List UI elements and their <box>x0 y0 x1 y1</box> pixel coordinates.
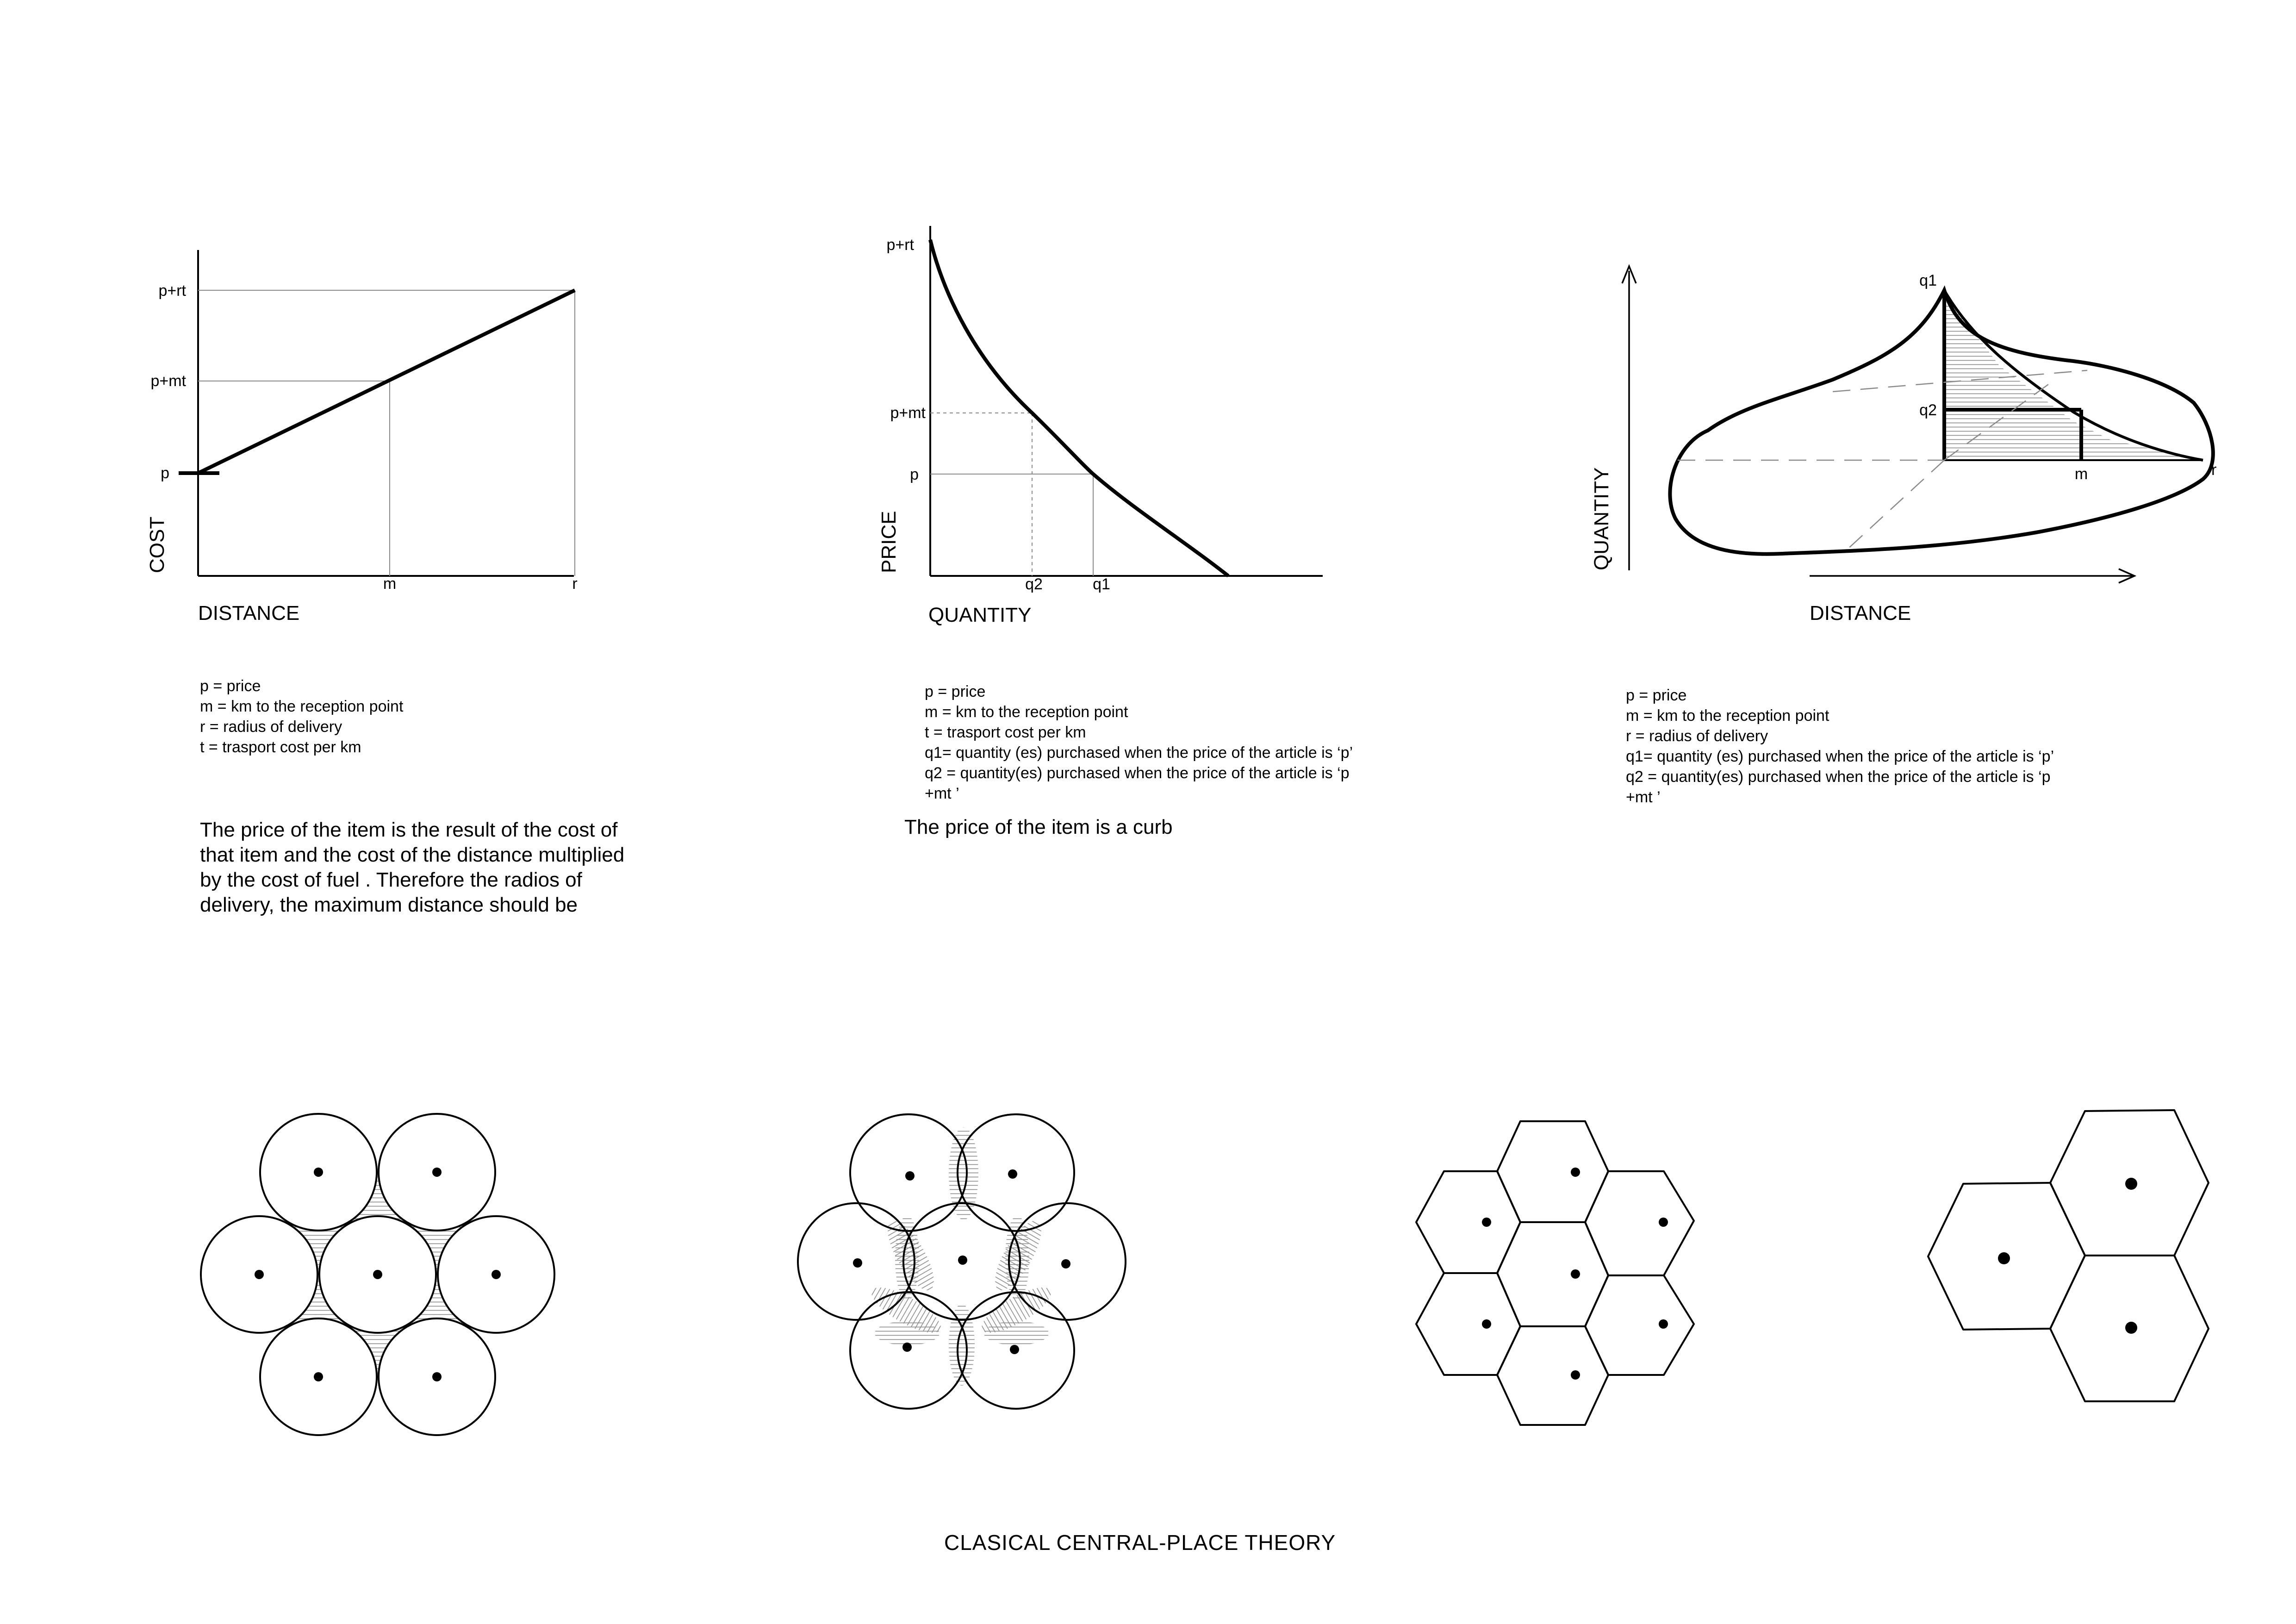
center-dot <box>1571 1168 1580 1177</box>
center-dot <box>2125 1178 2137 1190</box>
center-dot <box>1659 1218 1668 1227</box>
legend-line: t = trasport cost per km <box>200 738 361 756</box>
center-dot <box>2125 1322 2137 1334</box>
c2-tick-q1: q1 <box>1093 575 1110 593</box>
center-dot <box>1061 1259 1070 1268</box>
center-dot <box>432 1168 442 1177</box>
overlap-lens <box>949 1127 978 1220</box>
legend-line: q2 = quantity(es) purchased when the price of the article is ‘p <box>1626 768 2051 786</box>
legend-line: p = price <box>200 677 261 695</box>
c2-tick-prt: p+rt <box>886 236 914 254</box>
legend-line: q2 = quantity(es) purchased when the price of the article is ‘p <box>925 764 1350 782</box>
c2-tick-pmt: p+mt <box>890 404 926 422</box>
c1-tick-m: m <box>383 575 397 593</box>
c3-tick-r: r <box>2211 461 2217 479</box>
legend-line: m = km to the reception point <box>200 698 404 715</box>
center-dot <box>853 1258 862 1268</box>
legend-line: q1= quantity (es) purchased when the price of the article is ‘p’ <box>1626 748 2054 765</box>
center-dot <box>255 1270 264 1279</box>
price-quantity-chart <box>877 226 1323 626</box>
chart1-note <box>200 818 624 918</box>
center-dot <box>432 1372 442 1381</box>
legend-line: m = km to the reception point <box>1626 707 1829 725</box>
center-dot <box>314 1168 323 1177</box>
center-dot <box>314 1372 323 1381</box>
center-dot <box>1571 1370 1580 1380</box>
center-dot <box>1482 1319 1491 1329</box>
legend-line: p = price <box>925 683 986 700</box>
c3-market-outline <box>1670 290 2213 554</box>
page-title: CLASICAL CENTRAL-PLACE THEORY <box>944 1530 1336 1555</box>
center-dot <box>1010 1345 1019 1354</box>
c1-tick-pmt: p+mt <box>150 372 186 390</box>
hexagon-cell <box>1497 1326 1608 1425</box>
legend-line: t = trasport cost per km <box>925 724 1086 741</box>
c2-tick-q2: q2 <box>1025 575 1043 593</box>
note-line: delivery, the maximum distance should be <box>200 893 578 916</box>
c2-x-label: QUANTITY <box>928 604 1032 626</box>
note-line: The price of the item is the result of the cost of <box>200 818 618 841</box>
chart1-legend <box>200 676 403 757</box>
overlap-lens <box>875 1321 940 1345</box>
legend-line: m = km to the reception point <box>925 703 1128 721</box>
c2-demand-curve <box>930 240 1228 576</box>
chart3-legend <box>1626 685 2054 807</box>
center-dot <box>958 1255 967 1265</box>
c3-x-label: DISTANCE <box>1810 602 1911 625</box>
c3-tick-q2: q2 <box>1919 401 1937 419</box>
legend-line: q1= quantity (es) purchased when the price of the article is ‘p’ <box>925 744 1353 762</box>
c3-dash-front <box>1847 460 1944 550</box>
note-line: that item and the cost of the distance multiplied <box>200 843 625 866</box>
pattern-hexagon-trio <box>1928 1110 2209 1401</box>
center-dot <box>905 1171 915 1181</box>
center-dot <box>1571 1269 1580 1279</box>
c3-hatched-area <box>1944 290 2203 460</box>
c2-y-label: PRICE <box>877 511 900 573</box>
c1-tick-p: p <box>161 464 169 482</box>
legend-line: +mt ’ <box>925 785 959 802</box>
c2-tick-p: p <box>910 466 919 483</box>
c3-y-label: QUANTITY <box>1590 467 1613 570</box>
c1-y-label: COST <box>146 516 168 573</box>
c1-cost-line <box>198 290 575 473</box>
center-dot <box>1008 1169 1017 1179</box>
center-dot <box>1998 1252 2010 1264</box>
c1-tick-r: r <box>572 575 578 593</box>
legend-line: r = radius of delivery <box>200 718 342 736</box>
overlap-lens <box>984 1321 1049 1345</box>
legend-line: r = radius of delivery <box>1626 727 1768 745</box>
note-line: The price of the item is a curb <box>904 816 1173 838</box>
center-dot <box>492 1270 501 1279</box>
c3-tick-m: m <box>2074 465 2088 483</box>
chart2-legend <box>925 681 1353 804</box>
chart2-note <box>904 815 1173 840</box>
c1-tick-prt: p+rt <box>158 282 186 300</box>
pattern-overlapping-circles <box>798 1114 1126 1409</box>
legend-line: +mt ’ <box>1626 788 1661 806</box>
cost-distance-chart <box>146 250 578 625</box>
center-dot <box>902 1343 912 1352</box>
center-dot <box>1659 1319 1668 1329</box>
center-dot <box>1482 1218 1491 1227</box>
c1-x-label: DISTANCE <box>198 602 300 625</box>
pattern-hexagon-cluster <box>1416 1121 1694 1425</box>
pattern-tangent-circles <box>201 1114 554 1435</box>
legend-line: p = price <box>1626 687 1687 704</box>
center-dot <box>373 1270 382 1279</box>
market-cone-chart <box>1590 266 2216 625</box>
note-line: by the cost of fuel . Therefore the radios of <box>200 868 582 891</box>
c3-tick-q1: q1 <box>1919 272 1937 289</box>
